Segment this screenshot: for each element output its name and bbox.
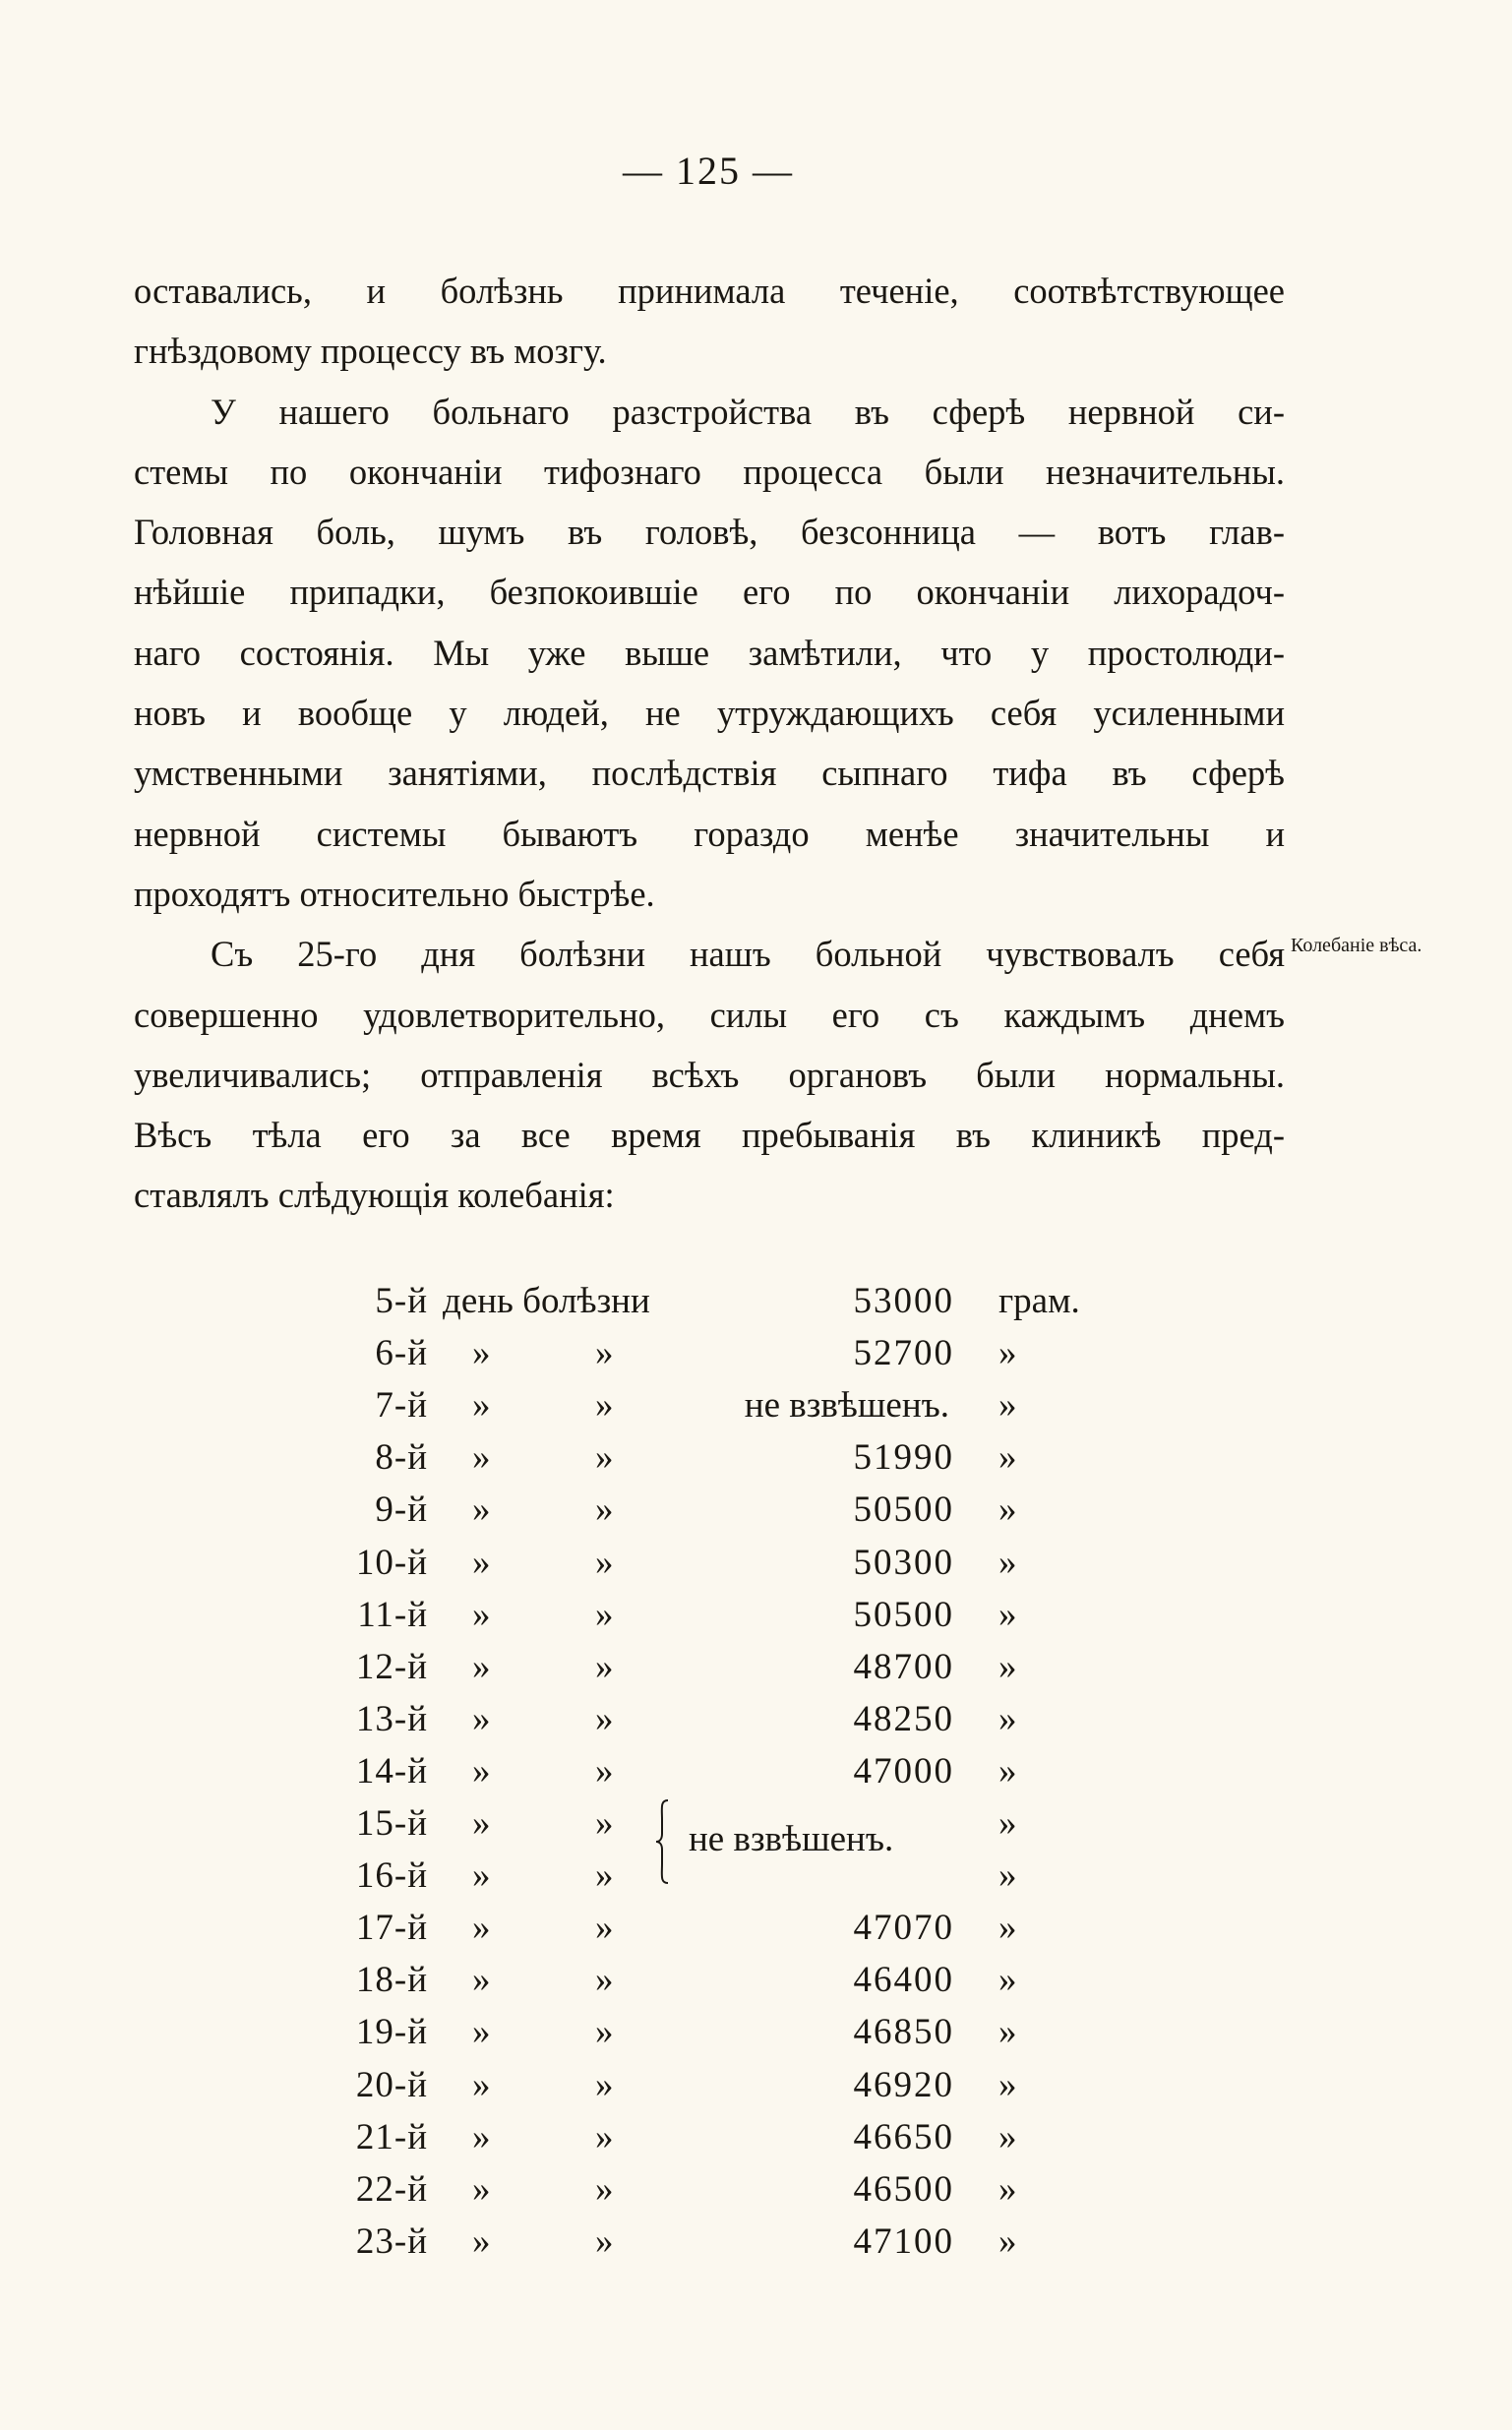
page-number: — 125 — (623, 149, 794, 193)
weight-value: 50500 (853, 1489, 954, 1531)
day-cell: 14-й (355, 1750, 428, 1792)
ditto-mark: » (998, 1646, 1017, 1687)
weight-value: 46400 (853, 1960, 954, 2001)
text-line: проходятъ относительно быстрѣе. (134, 873, 655, 914)
margin-note: Колебаніе вѣса. (1291, 935, 1422, 956)
not-weighed-note: не взвѣшенъ. (689, 1819, 894, 1859)
day-label: день болѣзни (443, 1281, 650, 1321)
ditto-mark: » (472, 1960, 491, 2001)
ditto-mark: » (595, 1489, 614, 1531)
weight-value: 47070 (853, 1908, 954, 1949)
ditto-mark: » (472, 1750, 491, 1792)
day-cell: 17-й (355, 1908, 428, 1949)
ditto-mark: » (595, 1646, 614, 1687)
weight-value: 51990 (853, 1437, 954, 1479)
day-cell: 13-й (355, 1698, 428, 1739)
text-line: Вѣсъ тѣла его за все время пребыванія въ клиникѣ пред- (134, 1115, 1285, 1156)
day-cell: 16-й (355, 1855, 428, 1897)
text-line: умственными занятіями, послѣдствія сыпнаго тифа въ сферѣ (134, 753, 1285, 794)
day-cell: 19-й (355, 2012, 428, 2053)
ditto-mark: » (595, 2116, 614, 2157)
ditto-mark: » (472, 2168, 491, 2210)
weight-value: не взвѣшенъ. (744, 1385, 949, 1427)
ditto-mark: » (998, 2168, 1017, 2210)
day-cell: 10-й (355, 1542, 428, 1583)
ditto-mark: » (998, 1542, 1017, 1583)
ditto-mark: » (998, 2064, 1017, 2105)
ditto-mark: » (998, 1333, 1017, 1374)
unit-label: грам. (998, 1281, 1080, 1321)
weight-value: 47000 (853, 1750, 954, 1792)
day-cell: 6-й (375, 1333, 428, 1374)
ditto-mark: » (998, 2116, 1017, 2157)
ditto-mark: » (472, 1646, 491, 1687)
ditto-mark: » (472, 1333, 491, 1374)
ditto-mark: » (595, 1908, 614, 1949)
weight-value: 47100 (853, 2220, 954, 2262)
text-line: гнѣздовому процессу въ мозгу. (134, 331, 607, 372)
day-cell: 5-й (375, 1281, 428, 1321)
day-cell: 7-й (375, 1385, 428, 1427)
ditto-mark: » (998, 1908, 1017, 1949)
text-line: нѣйшіе припадки, безпокоившіе его по окончаніи лихорадоч- (134, 572, 1285, 613)
text-line: У нашего больнаго разстройства въ сферѣ нервной си- (211, 391, 1285, 432)
ditto-mark: » (998, 2220, 1017, 2262)
ditto-mark: » (472, 1489, 491, 1531)
ditto-mark: » (595, 2220, 614, 2262)
ditto-mark: » (595, 1594, 614, 1635)
text-line: новъ и вообще у людей, не утруждающихъ себя усиленными (134, 693, 1285, 734)
weight-value: 50500 (853, 1594, 954, 1635)
ditto-mark: » (595, 1803, 614, 1844)
ditto-mark: » (472, 2064, 491, 2105)
text-line: нервной системы бываютъ гораздо менѣе значительны и (134, 813, 1285, 854)
weight-value: 53000 (853, 1281, 954, 1321)
ditto-mark: » (998, 1803, 1017, 1844)
day-cell: 18-й (355, 1960, 428, 2001)
ditto-mark: » (998, 1698, 1017, 1739)
paragraph (134, 924, 1285, 1225)
text-line: стемы по окончаніи тифознаго процесса были незначительны. (134, 451, 1285, 492)
weight-value: 48250 (853, 1698, 954, 1739)
ditto-mark: » (472, 1385, 491, 1427)
weight-value: 48700 (853, 1646, 954, 1687)
ditto-mark: » (998, 1855, 1017, 1897)
ditto-mark: » (472, 2116, 491, 2157)
day-cell: 20-й (355, 2064, 428, 2105)
text-line: увеличивались; отправленія всѣхъ органовъ были нормальны. (134, 1054, 1285, 1095)
ditto-mark: » (998, 1437, 1017, 1479)
ditto-mark: » (595, 1333, 614, 1374)
brace-icon (654, 1798, 670, 1885)
day-cell: 22-й (355, 2168, 428, 2210)
ditto-mark: » (595, 1698, 614, 1739)
ditto-mark: » (998, 1750, 1017, 1792)
ditto-mark: » (595, 2012, 614, 2053)
text-line: совершенно удовлетворительно, силы его съ каждымъ днемъ (134, 994, 1285, 1035)
ditto-mark: » (595, 1385, 614, 1427)
weight-value: 50300 (853, 1542, 954, 1583)
ditto-mark: » (998, 1960, 1017, 2001)
paragraph (134, 382, 1285, 925)
text-line: Головная боль, шумъ въ головѣ, безсонница — вотъ глав- (134, 512, 1285, 553)
text-line: оставались, и болѣзнь принимала теченіе, соотвѣтствующее (134, 271, 1285, 311)
ditto-mark: » (998, 1594, 1017, 1635)
day-cell: 12-й (355, 1646, 428, 1687)
ditto-mark: » (595, 1855, 614, 1897)
ditto-mark: » (998, 2012, 1017, 2053)
ditto-mark: » (595, 1750, 614, 1792)
ditto-mark: » (472, 2012, 491, 2053)
weight-value: 46500 (853, 2168, 954, 2210)
day-cell: 11-й (357, 1594, 428, 1635)
day-cell: 21-й (355, 2116, 428, 2157)
ditto-mark: » (998, 1489, 1017, 1531)
ditto-mark: » (595, 1542, 614, 1583)
ditto-mark: » (595, 1960, 614, 2001)
text-line: Съ 25-го дня болѣзни нашъ больной чувствовалъ себя (211, 934, 1285, 975)
ditto-mark: » (472, 1437, 491, 1479)
text-line: наго состоянія. Мы уже выше замѣтили, что у простолюди- (134, 632, 1285, 673)
ditto-mark: » (998, 1385, 1017, 1427)
weight-value: 52700 (853, 1333, 954, 1374)
ditto-mark: » (595, 2168, 614, 2210)
ditto-mark: » (472, 1855, 491, 1897)
day-cell: 15-й (355, 1803, 428, 1844)
ditto-mark: » (472, 1908, 491, 1949)
weight-value: 46920 (853, 2064, 954, 2105)
ditto-mark: » (472, 1698, 491, 1739)
ditto-mark: » (472, 2220, 491, 2262)
body-text (134, 261, 1285, 1226)
ditto-mark: » (595, 2064, 614, 2105)
ditto-mark: » (472, 1594, 491, 1635)
day-cell: 23-й (355, 2220, 428, 2262)
ditto-mark: » (595, 1437, 614, 1479)
weight-value: 46650 (853, 2116, 954, 2157)
ditto-mark: » (472, 1803, 491, 1844)
day-cell: 9-й (375, 1489, 428, 1531)
text-line: ставлялъ слѣдующія колебанія: (134, 1175, 615, 1216)
paragraph (134, 261, 1285, 382)
ditto-mark: » (472, 1542, 491, 1583)
weight-value: 46850 (853, 2012, 954, 2053)
day-cell: 8-й (375, 1437, 428, 1479)
